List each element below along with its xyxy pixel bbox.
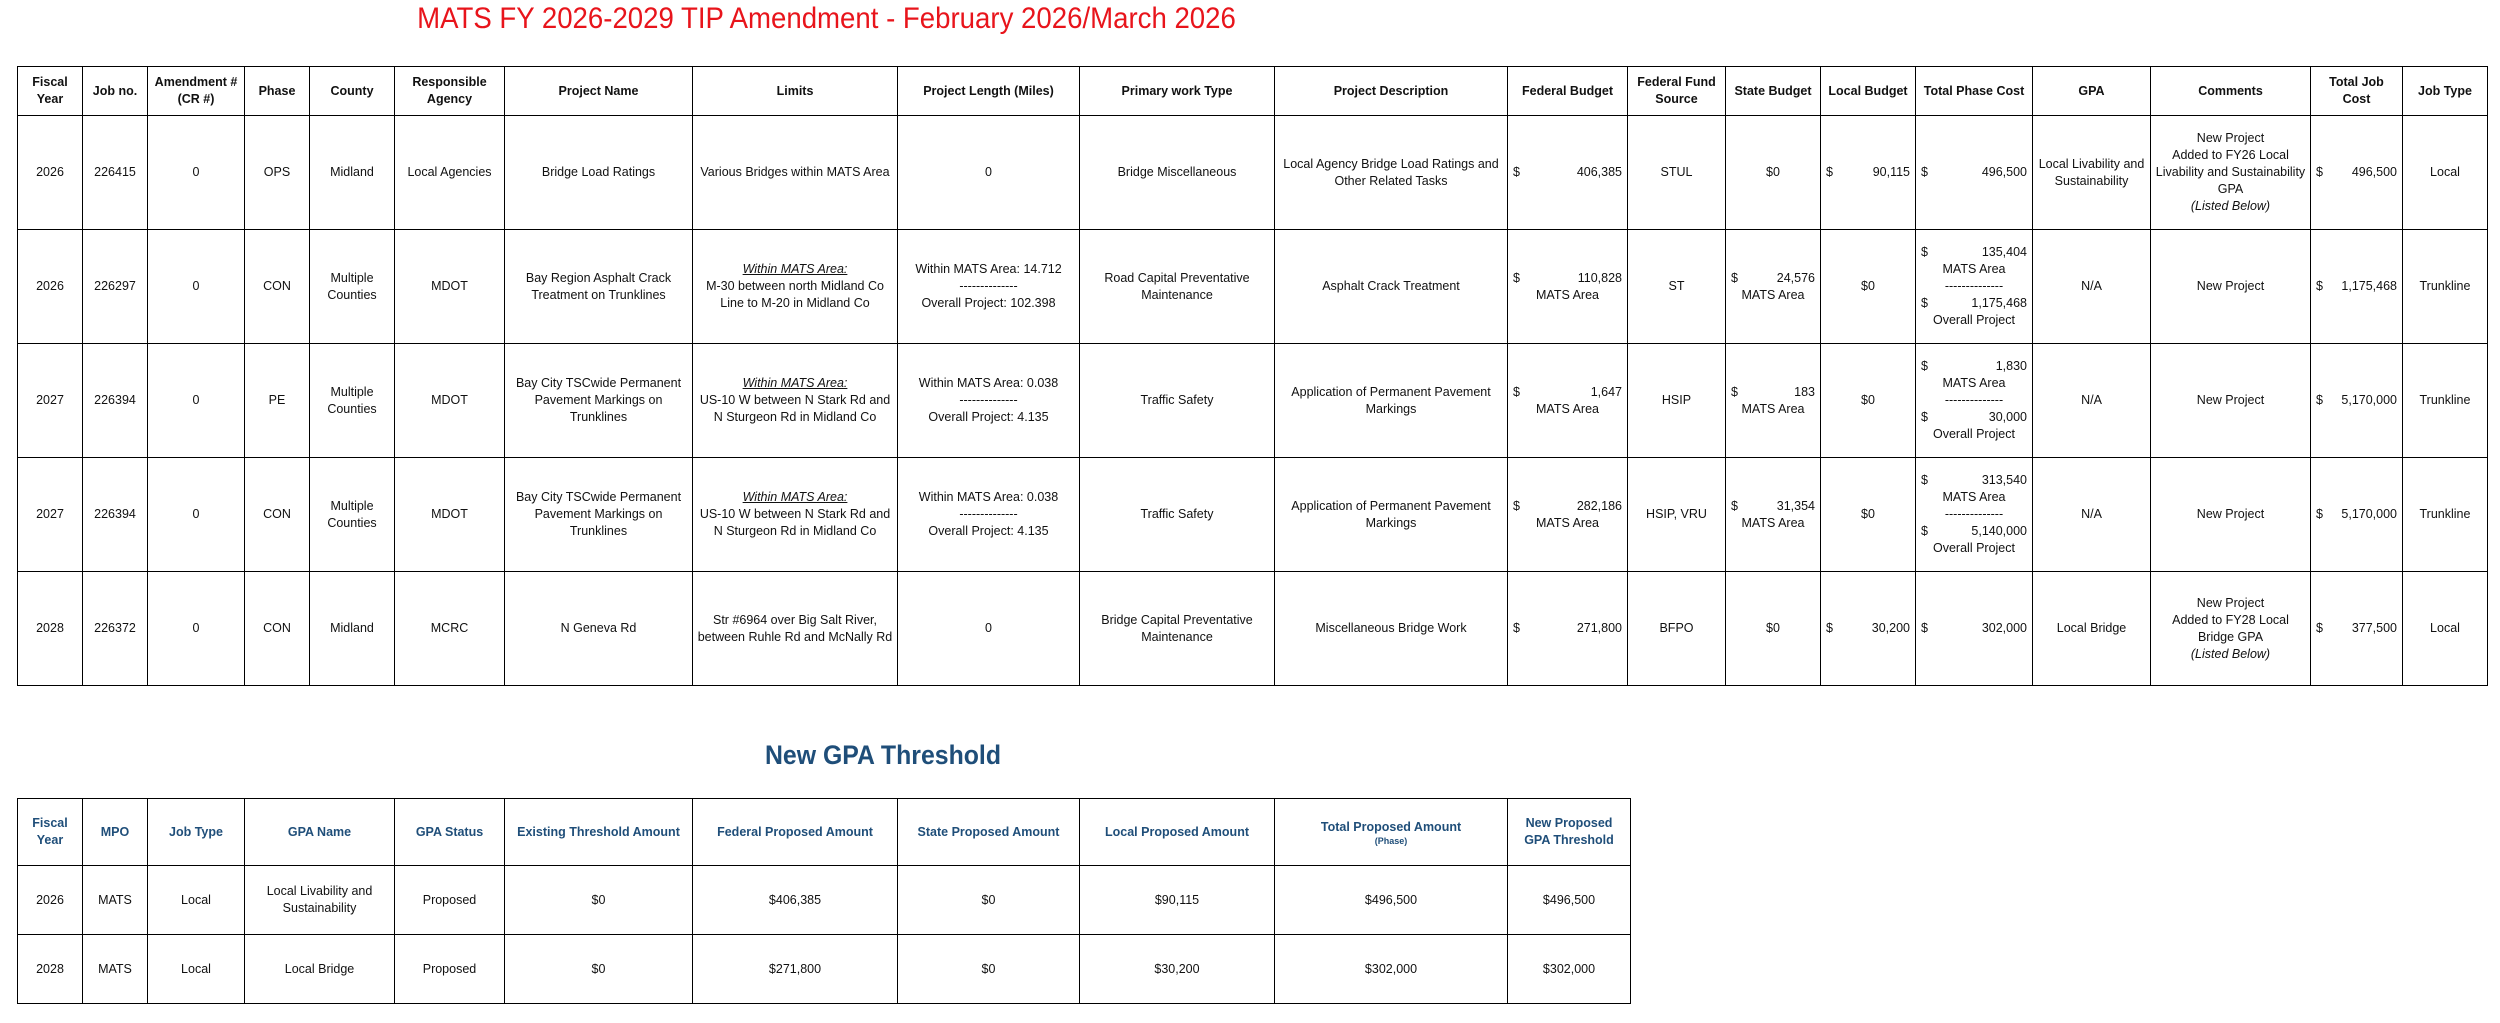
gpa-cell-total: $496,500 — [1275, 866, 1508, 935]
cell-project-length — [898, 230, 1080, 344]
state-budget-note: MATS Area — [1741, 287, 1805, 302]
cell-job-type: Trunkline — [2403, 458, 2488, 572]
cell-job-no: 226415 — [83, 116, 148, 230]
phase-cost-currency: $ — [1921, 359, 1928, 373]
gpa-cell-gpa-name: Local Livability and Sustainability — [245, 866, 395, 935]
cell-state-budget: $0 — [1726, 572, 1821, 686]
gpa-cell-new-threshold: $302,000 — [1508, 935, 1631, 1004]
cell-job-type: Trunkline — [2403, 230, 2488, 344]
phase-cost-note: MATS Area — [1942, 490, 2006, 504]
cell-local-budget: $0 — [1821, 230, 1916, 344]
phase-cost-separator: -------------- — [1944, 507, 2004, 521]
state-budget-note: MATS Area — [1741, 515, 1805, 530]
gpa-cell-local: $90,115 — [1080, 866, 1275, 935]
comment-line-1: New Project — [2196, 393, 2265, 407]
gpa-cell-mpo: MATS — [83, 935, 148, 1004]
cell-gpa: N/A — [2033, 344, 2151, 458]
cell-comments — [2151, 230, 2311, 344]
state-budget-amount: 24,576 — [1776, 270, 1815, 285]
state-budget — [1729, 270, 1817, 287]
cell-limits — [693, 572, 898, 686]
phase-cost-overall-note: Overall Project — [1933, 427, 2015, 441]
cell-amendment: 0 — [148, 572, 245, 686]
phase-cost-amount: 313,540 — [1981, 473, 2027, 487]
phase-cost-overall — [1919, 409, 2029, 426]
header-limits: Limits — [693, 67, 898, 116]
cell-agency: Local Agencies — [395, 116, 505, 230]
cell-job-no: 226394 — [83, 344, 148, 458]
cell-job-type: Trunkline — [2403, 344, 2488, 458]
length-mats: Within MATS Area: 14.712 — [915, 262, 1062, 276]
header-work-type: Primary work Type — [1080, 67, 1275, 116]
cell-description: Asphalt Crack Treatment — [1275, 230, 1508, 344]
cell-comments — [2151, 116, 2311, 230]
header-job-no: Job no. — [83, 67, 148, 116]
total-job-cost-currency: $ — [2316, 621, 2323, 635]
cell-phase: PE — [245, 344, 310, 458]
gpa-header-fiscal-year: Fiscal Year — [18, 799, 83, 866]
federal-budget-note: MATS Area — [1536, 515, 1599, 530]
phase-cost-note: MATS Area — [1942, 376, 2006, 390]
gpa-table-row — [18, 866, 1631, 935]
cell-phase-cost — [1916, 572, 2033, 686]
gpa-cell-state: $0 — [898, 866, 1080, 935]
federal-budget — [1511, 620, 1624, 637]
phase-cost-overall — [1919, 523, 2029, 540]
phase-cost — [1919, 244, 2029, 261]
phase-cost-amount: 302,000 — [1981, 621, 2027, 635]
federal-budget — [1511, 270, 1624, 287]
cell-work-type: Bridge Capital Preventative Maintenance — [1080, 572, 1275, 686]
header-comments: Comments — [2151, 67, 2311, 116]
limits-text: Various Bridges within MATS Area — [700, 165, 890, 179]
gpa-cell-job-type: Local — [148, 866, 245, 935]
length-mats: Within MATS Area: 0.038 — [918, 376, 1059, 390]
gpa-cell-job-type: Local — [148, 935, 245, 1004]
federal-budget-amount: 271,800 — [1576, 621, 1622, 635]
cell-gpa: N/A — [2033, 458, 2151, 572]
cell-federal-budget — [1508, 116, 1628, 230]
comment-line-1: New Project — [2196, 507, 2265, 521]
cell-federal-budget — [1508, 230, 1628, 344]
federal-budget-amount: 110,828 — [1577, 270, 1622, 285]
gpa-cell-status: Proposed — [395, 935, 505, 1004]
federal-budget-currency: $ — [1513, 165, 1520, 179]
cell-gpa: Local Bridge — [2033, 572, 2151, 686]
gpa-header-federal: Federal Proposed Amount — [693, 799, 898, 866]
gpa-cell-state: $0 — [898, 935, 1080, 1004]
federal-budget-amount: 406,385 — [1576, 165, 1622, 179]
cell-county: Multiple Counties — [310, 344, 395, 458]
cell-local-budget — [1821, 116, 1916, 230]
table-row — [18, 572, 2488, 686]
total-job-cost — [2314, 506, 2399, 523]
cell-amendment: 0 — [148, 230, 245, 344]
cell-phase: CON — [245, 572, 310, 686]
cell-phase: CON — [245, 230, 310, 344]
gpa-header-total-sub: (Phase) — [1374, 835, 1408, 846]
table-row — [18, 458, 2488, 572]
header-total-job-cost: Total Job Cost — [2311, 67, 2403, 116]
federal-budget-currency: $ — [1513, 621, 1520, 635]
total-job-cost — [2314, 620, 2399, 637]
total-job-cost-currency: $ — [2316, 165, 2323, 179]
total-job-cost-currency: $ — [2316, 393, 2323, 407]
cell-project-length: 0 — [898, 116, 1080, 230]
cell-federal-budget — [1508, 572, 1628, 686]
gpa-header-new-threshold: New Proposed GPA Threshold — [1508, 799, 1631, 866]
header-state-budget: State Budget — [1726, 67, 1821, 116]
cell-agency: MDOT — [395, 230, 505, 344]
state-budget — [1729, 498, 1817, 515]
cell-work-type: Traffic Safety — [1080, 344, 1275, 458]
cell-project-name: Bridge Load Ratings — [505, 116, 693, 230]
phase-cost-amount: 135,404 — [1981, 245, 2027, 259]
total-job-cost — [2314, 392, 2399, 409]
cell-job-type: Local — [2403, 572, 2488, 686]
cell-job-no: 226372 — [83, 572, 148, 686]
federal-budget-currency: $ — [1513, 498, 1520, 513]
total-job-cost — [2314, 278, 2399, 295]
cell-comments — [2151, 572, 2311, 686]
phase-cost — [1919, 472, 2029, 489]
cell-phase-cost — [1916, 116, 2033, 230]
amendment-table — [17, 66, 2488, 686]
header-description: Project Description — [1275, 67, 1508, 116]
limits-text: US-10 W between N Stark Rd and N Sturgeon Rd in Midland Co — [699, 507, 891, 538]
limits-text: US-10 W between N Stark Rd and N Sturgeon Rd in Midland Co — [699, 393, 891, 424]
cell-agency: MDOT — [395, 458, 505, 572]
federal-budget — [1511, 498, 1624, 515]
cell-gpa: N/A — [2033, 230, 2151, 344]
gpa-cell-new-threshold: $496,500 — [1508, 866, 1631, 935]
cell-fund-source: HSIP — [1628, 344, 1726, 458]
phase-cost-overall-amount: 30,000 — [1988, 410, 2027, 424]
cell-project-length — [898, 458, 1080, 572]
limits-text: Str #6964 over Big Salt River, between Ruhle Rd and McNally Rd — [697, 612, 893, 644]
gpa-cell-mpo: MATS — [83, 866, 148, 935]
cell-project-name: Bay City TSCwide Permanent Pavement Markings on Trunklines — [505, 344, 693, 458]
header-county: County — [310, 67, 395, 116]
cell-phase: CON — [245, 458, 310, 572]
cell-fiscal-year: 2027 — [18, 344, 83, 458]
length-overall: Overall Project: 4.135 — [928, 524, 1049, 538]
local-budget-currency: $ — [1826, 621, 1833, 635]
gpa-cell-gpa-name: Local Bridge — [245, 935, 395, 1004]
gpa-header-row — [18, 799, 1631, 866]
cell-total-job-cost — [2311, 572, 2403, 686]
gpa-header-mpo: MPO — [83, 799, 148, 866]
gpa-header-total-label: Total Proposed Amount — [1320, 819, 1462, 834]
cell-local-budget: $0 — [1821, 458, 1916, 572]
cell-limits — [693, 344, 898, 458]
comment-line-3: (Listed Below) — [2190, 646, 2271, 661]
cell-total-job-cost — [2311, 344, 2403, 458]
total-job-cost-currency: $ — [2316, 507, 2323, 521]
gpa-header-state: State Proposed Amount — [898, 799, 1080, 866]
phase-cost-note: MATS Area — [1942, 262, 2006, 276]
gpa-cell-local: $30,200 — [1080, 935, 1275, 1004]
state-budget-amount: 31,354 — [1776, 498, 1815, 513]
gpa-header-local: Local Proposed Amount — [1080, 799, 1275, 866]
gpa-table-row — [18, 935, 1631, 1004]
state-budget-currency: $ — [1731, 384, 1738, 399]
phase-cost-overall-amount: 1,175,468 — [1971, 296, 2027, 310]
total-job-cost-amount: 377,500 — [2351, 621, 2397, 635]
comment-line-1: New Project — [2196, 595, 2265, 610]
comment-line-2: Added to FY28 Local Bridge GPA — [2172, 612, 2289, 644]
cell-amendment: 0 — [148, 116, 245, 230]
gpa-cell-fiscal-year: 2028 — [18, 935, 83, 1004]
comment-line-1: New Project — [2196, 131, 2265, 145]
cell-total-job-cost — [2311, 116, 2403, 230]
cell-county: Midland — [310, 572, 395, 686]
cell-fiscal-year: 2026 — [18, 230, 83, 344]
cell-fund-source: ST — [1628, 230, 1726, 344]
local-budget-amount: 90,115 — [1872, 165, 1910, 179]
amendment-header-row — [18, 67, 2488, 116]
phase-cost-separator: -------------- — [1944, 393, 2004, 407]
cell-fiscal-year: 2028 — [18, 572, 83, 686]
length-separator: -------------- — [959, 507, 1018, 521]
cell-amendment: 0 — [148, 458, 245, 572]
cell-total-job-cost — [2311, 458, 2403, 572]
cell-federal-budget — [1508, 344, 1628, 458]
header-project-length: Project Length (Miles) — [898, 67, 1080, 116]
phase-cost — [1919, 358, 2029, 375]
gpa-cell-existing: $0 — [505, 866, 693, 935]
cell-fund-source: HSIP, VRU — [1628, 458, 1726, 572]
cell-agency: MDOT — [395, 344, 505, 458]
state-budget — [1729, 384, 1817, 401]
local-budget-amount: 30,200 — [1871, 621, 1910, 635]
phase-cost-amount: 496,500 — [1981, 165, 2027, 179]
cell-local-budget — [1821, 572, 1916, 686]
cell-work-type: Road Capital Preventative Maintenance — [1080, 230, 1275, 344]
total-job-cost — [2314, 164, 2399, 181]
cell-fund-source: STUL — [1628, 116, 1726, 230]
gpa-header-total — [1275, 799, 1508, 866]
limits-label: Within MATS Area: — [742, 262, 848, 276]
header-gpa: GPA — [2033, 67, 2151, 116]
header-job-type: Job Type — [2403, 67, 2488, 116]
cell-work-type: Traffic Safety — [1080, 458, 1275, 572]
phase-cost-currency: $ — [1921, 165, 1928, 179]
gpa-cell-fiscal-year: 2026 — [18, 866, 83, 935]
phase-cost — [1919, 620, 2029, 637]
phase-cost-currency: $ — [1921, 473, 1928, 487]
state-budget-currency: $ — [1731, 498, 1738, 513]
cell-total-job-cost — [2311, 230, 2403, 344]
cell-agency: MCRC — [395, 572, 505, 686]
total-job-cost-amount: 496,500 — [2351, 165, 2397, 179]
local-budget-currency: $ — [1826, 165, 1833, 179]
cell-description: Miscellaneous Bridge Work — [1275, 572, 1508, 686]
phase-cost-overall-currency: $ — [1921, 410, 1928, 424]
cell-job-type: Local — [2403, 116, 2488, 230]
length-separator: -------------- — [959, 393, 1018, 407]
phase-cost — [1919, 164, 2029, 181]
cell-fund-source: BFPO — [1628, 572, 1726, 686]
page-title: MATS FY 2026-2029 TIP Amendment - February 2026/March 2026 — [417, 2, 1236, 35]
header-federal-budget: Federal Budget — [1508, 67, 1628, 116]
cell-project-name: N Geneva Rd — [505, 572, 693, 686]
state-budget-currency: $ — [1731, 270, 1738, 285]
comment-line-3: (Listed Below) — [2190, 199, 2271, 213]
gpa-section-title: New GPA Threshold — [764, 740, 1002, 770]
cell-description: Application of Permanent Pavement Markings — [1275, 344, 1508, 458]
state-budget-amount: 183 — [1794, 384, 1815, 399]
federal-budget — [1511, 384, 1624, 401]
local-budget — [1824, 164, 1912, 181]
length-overall: Overall Project: 4.135 — [928, 410, 1049, 424]
cell-comments — [2151, 458, 2311, 572]
gpa-header-existing: Existing Threshold Amount — [505, 799, 693, 866]
comment-line-2: Added to FY26 Local Livability and Sustainability GPA — [2155, 148, 2306, 196]
table-row — [18, 230, 2488, 344]
gpa-cell-status: Proposed — [395, 866, 505, 935]
cell-fiscal-year: 2026 — [18, 116, 83, 230]
federal-budget-note: MATS Area — [1536, 401, 1599, 416]
cell-limits — [693, 458, 898, 572]
cell-job-no: 226394 — [83, 458, 148, 572]
limits-text: M-30 between north Midland Co Line to M-20 in Midland Co — [706, 279, 884, 310]
cell-phase-cost — [1916, 230, 2033, 344]
gpa-header-job-type: Job Type — [148, 799, 245, 866]
phase-cost-amount: 1,830 — [1995, 359, 2027, 373]
cell-fiscal-year: 2027 — [18, 458, 83, 572]
cell-state-budget — [1726, 230, 1821, 344]
cell-project-name: Bay Region Asphalt Crack Treatment on Trunklines — [505, 230, 693, 344]
header-phase: Phase — [245, 67, 310, 116]
federal-budget — [1511, 164, 1624, 181]
total-job-cost-amount: 5,170,000 — [2341, 507, 2397, 521]
gpa-header-status: GPA Status — [395, 799, 505, 866]
cell-work-type: Bridge Miscellaneous — [1080, 116, 1275, 230]
header-phase-cost: Total Phase Cost — [1916, 67, 2033, 116]
phase-cost-overall-note: Overall Project — [1933, 313, 2015, 327]
cell-comments — [2151, 344, 2311, 458]
cell-county: Multiple Counties — [310, 458, 395, 572]
cell-limits — [693, 116, 898, 230]
limits-label: Within MATS Area: — [742, 376, 848, 390]
header-local-budget: Local Budget — [1821, 67, 1916, 116]
cell-project-length — [898, 344, 1080, 458]
phase-cost-currency: $ — [1921, 621, 1928, 635]
comment-line-1: New Project — [2196, 279, 2265, 293]
gpa-cell-federal: $406,385 — [693, 866, 898, 935]
cell-county: Midland — [310, 116, 395, 230]
cell-state-budget: $0 — [1726, 116, 1821, 230]
cell-job-no: 226297 — [83, 230, 148, 344]
federal-budget-currency: $ — [1513, 384, 1520, 399]
cell-phase-cost — [1916, 344, 2033, 458]
length-mats: Within MATS Area: 0.038 — [918, 490, 1059, 504]
gpa-header-gpa-name: GPA Name — [245, 799, 395, 866]
table-row — [18, 344, 2488, 458]
total-job-cost-currency: $ — [2316, 279, 2323, 293]
federal-budget-amount: 1,647 — [1590, 384, 1622, 399]
header-agency: Responsible Agency — [395, 67, 505, 116]
phase-cost-overall-currency: $ — [1921, 524, 1928, 538]
header-project-name: Project Name — [505, 67, 693, 116]
gpa-cell-total: $302,000 — [1275, 935, 1508, 1004]
cell-gpa: Local Livability and Sustainability — [2033, 116, 2151, 230]
phase-cost-overall — [1919, 295, 2029, 312]
cell-limits — [693, 230, 898, 344]
phase-cost-overall-amount: 5,140,000 — [1971, 524, 2027, 538]
cell-amendment: 0 — [148, 344, 245, 458]
header-amendment: Amendment # (CR #) — [148, 67, 245, 116]
gpa-threshold-table — [17, 798, 1631, 1004]
gpa-cell-federal: $271,800 — [693, 935, 898, 1004]
cell-local-budget: $0 — [1821, 344, 1916, 458]
cell-state-budget — [1726, 458, 1821, 572]
cell-phase: OPS — [245, 116, 310, 230]
cell-project-length: 0 — [898, 572, 1080, 686]
total-job-cost-amount: 5,170,000 — [2341, 393, 2397, 407]
header-fund-source: Federal Fund Source — [1628, 67, 1726, 116]
cell-description: Local Agency Bridge Load Ratings and Other Related Tasks — [1275, 116, 1508, 230]
length-overall: Overall Project: 102.398 — [921, 296, 1056, 310]
local-budget — [1824, 620, 1912, 637]
limits-label: Within MATS Area: — [742, 490, 848, 504]
total-job-cost-amount: 1,175,468 — [2341, 279, 2397, 293]
state-budget-note: MATS Area — [1741, 401, 1805, 416]
length-separator: -------------- — [959, 279, 1018, 293]
cell-federal-budget — [1508, 458, 1628, 572]
gpa-cell-existing: $0 — [505, 935, 693, 1004]
table-row — [18, 116, 2488, 230]
phase-cost-currency: $ — [1921, 245, 1928, 259]
header-fiscal-year: Fiscal Year — [18, 67, 83, 116]
phase-cost-separator: -------------- — [1944, 279, 2004, 293]
cell-phase-cost — [1916, 458, 2033, 572]
cell-project-name: Bay City TSCwide Permanent Pavement Markings on Trunklines — [505, 458, 693, 572]
phase-cost-overall-note: Overall Project — [1933, 541, 2015, 555]
cell-description: Application of Permanent Pavement Markings — [1275, 458, 1508, 572]
federal-budget-currency: $ — [1513, 270, 1520, 285]
phase-cost-overall-currency: $ — [1921, 296, 1928, 310]
cell-county: Multiple Counties — [310, 230, 395, 344]
federal-budget-amount: 282,186 — [1576, 498, 1622, 513]
federal-budget-note: MATS Area — [1536, 287, 1599, 302]
cell-state-budget — [1726, 344, 1821, 458]
